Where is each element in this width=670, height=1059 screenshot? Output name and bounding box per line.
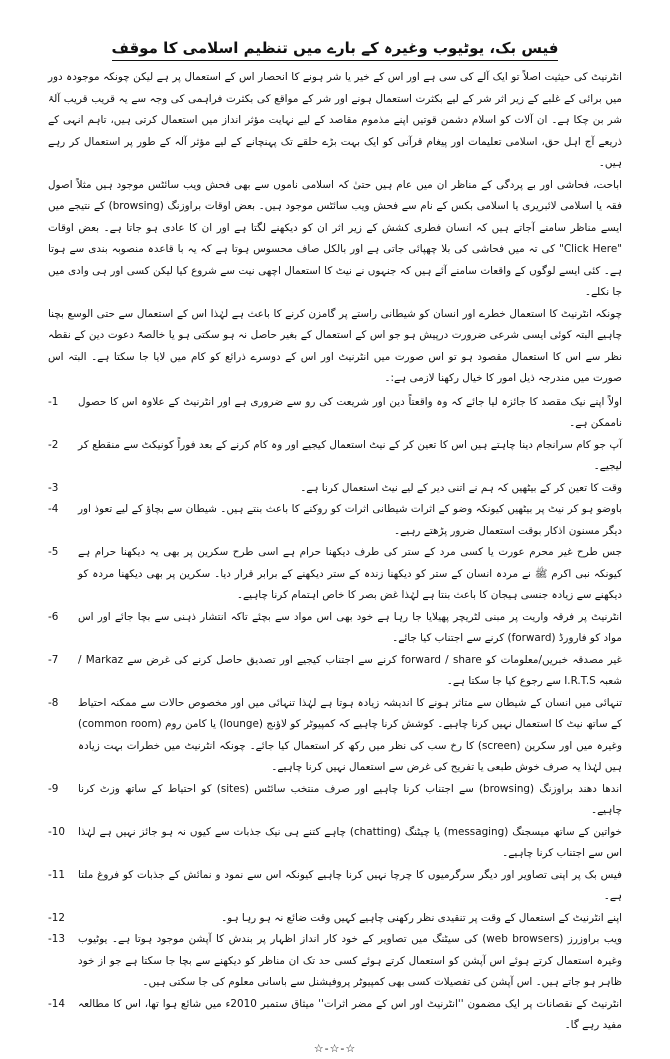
title-wrap (48, 38, 622, 61)
list-item-text: انٹرنیٹ کے نقصانات پر ایک مضمون ''انٹرنیٹ اور اس کے مضر اثرات'' میثاق ستمبر 2010ء میں شائع ہوا تھا، اس کا مطالعہ مفید رہے گا۔ (78, 997, 622, 1031)
list-item-text: آپ جو کام سرانجام دینا چاہتے ہیں اس کا تعین کر کے نیٹ استعمال کیجیے اور وہ کام کرنے کے بعد فوراً کونیکٹ سے منقطع کر لیجیے۔ (78, 438, 622, 472)
list-item (48, 435, 622, 478)
page-title: فیس بک، یوٹیوب وغیرہ کے بارے میں تنظیم اسلامی کا موقف (112, 39, 559, 61)
list-item-number: -2 (48, 438, 59, 451)
list-item (48, 693, 622, 779)
list-item (48, 908, 622, 930)
list-item-text: غیر مصدقہ خبریں/معلومات کو forward / share کرنے سے اجتناب کیجیے اور تصدیق حاصل کرنے کی غرض سے Markaz / شعبہ I.R.T.S سے رجوع کیا جا سکتا ہے۔ (78, 653, 622, 687)
list-item-text: جس طرح غیر محرم عورت یا کسی مرد کے ستر کی طرف دیکھنا حرام ہے اسی طرح سکرین پر بھی یہ دیکھنا حرام ہے کیونکہ نبی اکرم ﷺ نے مردہ انسان کے ستر کو دیکھنا زندہ کے ستر دیکھنے کے برابر قرار دیا۔ سکرین پر بھی دیکھنا مردہ کو دیکھنے سے زیادہ جنسی ہیجان کا باعث بنتا ہے لہٰذا غض بصر کا خاص اہتمام کرنا چاہیے۔ (78, 546, 622, 601)
list-item-text: وقت کا تعین کر کے بیٹھیں کہ ہم نے اتنی دیر کے لیے نیٹ استعمال کرنا ہے۔ (300, 481, 622, 494)
list-item-number: -5 (48, 546, 59, 558)
list-item-text: اندھا دھند براوزنگ (browsing) سے اجتناب کرنا چاہیے اور صرف منتخب سائٹس (sites) کو احتیاط کے ساتھ وزٹ کرنا چاہیے۔ (78, 782, 622, 816)
list-item (48, 607, 622, 650)
list-item (48, 392, 622, 435)
list-item-number: -10 (48, 825, 65, 838)
list-item-number: -13 (48, 933, 65, 945)
guidelines-list (48, 392, 622, 1037)
list-item-number: -4 (48, 503, 59, 515)
list-item-number: -12 (48, 911, 65, 924)
list-item-text: ویب براوزرز (web browsers) کی سیٹنگ میں تصاویر کے خود کار انداز اظہار پر بندش کا آپشن موجود ہوتا ہے۔ یوٹیوب وغیرہ استعمال کرتے ہوئے اس آپشن کو استعمال کرتے ہوئے کسی حد تک ان مناظر کو دیکھنے سے بچا جا سکتا ہے جو از خود ظاہر ہو جاتے ہیں۔ اس آپشن کی تفصیلات کسی بھی کمپیوٹر پروفیشنل سے باسانی معلوم کی جا سکتی ہیں۔ (78, 933, 622, 988)
list-item-text: تنہائی میں انسان کے شیطان سے متاثر ہونے کا اندیشہ زیادہ ہوتا ہے لہٰذا تنہائی میں اور مخصوص حالات سے ممکنہ احتیاط کے ساتھ نیٹ کا استعمال نہیں کرنا چاہیے۔ کوشش کرنا چاہیے کہ کمپیوٹر کو لاؤنج (lounge) یا کامن روم (common room) وغیرہ میں اور سکرین (screen) کا رخ سب کی نظر میں رکھ کر استعمال کیا جائے۔ چونکہ انٹرنیٹ میں خطرات بہت زیادہ ہیں لہٰذا یہ صرف خوش طبعی یا تفریح کی غرض سے استعمال نہیں کرنا چاہیے۔ (78, 696, 622, 773)
list-item-number: -3 (48, 481, 59, 494)
list-item (48, 779, 622, 822)
list-item-text: فیس بک پر اپنی تصاویر اور دیگر سرگرمیوں کا چرچا نہیں کرنا چاہیے کیونکہ اس سے نمود و نمائش کے جذبات کو فروغ ملتا ہے۔ (78, 868, 622, 902)
list-item (48, 478, 622, 500)
list-item (48, 650, 622, 693)
list-item-number: -9 (48, 782, 59, 795)
list-item (48, 499, 622, 542)
list-item-number: -8 (48, 696, 59, 709)
list-item (48, 929, 622, 994)
paragraph-2: اباحت، فحاشی اور بے پردگی کے مناظر ان میں عام ہیں حتیٰ کہ اسلامی ناموں سے بھی فحش ویب سائٹس موجود ہیں مثلاً اصول فقہ یا اسلامی لائبریری یا اسلامی بکس کے نام سے فحش ویب سائٹس موجود ہیں۔ بعض اوقات براوزنگ (browsing) کے نتیجے میں ایسے مناظر سامنے آجاتے ہیں کہ انسان فطری کشش کے زیر اثر ان کو دیکھنے لگتا ہے اور ان کا عادی ہو جاتا ہے۔ بعض اوقات "Click Here" کی تہ میں فحاشی کی بلا چھپائی جاتی ہے اور بالکل صاف محسوس ہوتا ہے کہ یہ با قاعدہ منصوبہ بندی سے ہوتا ہے۔ کئی ایسے لوگوں کے واقعات سامنے آئے ہیں کہ جنہوں نے نیٹ کا استعمال اچھی نیت سے شروع کیا لیکن کسی اور ہی وادی میں جا نکلے۔ (48, 178, 622, 298)
list-item (48, 994, 622, 1037)
paragraph-1: انٹرنیٹ کی حیثیت اصلاً تو ایک آلے کی سی ہے اور اس کے خیر یا شر ہونے کا انحصار اس کے استعمال پر ہے لیکن چونکہ موجودہ دور میں برائی کے غلبے کے زیر اثر شر کے لیے بکثرت استعمال ہونے اور شر کے مواقع کی بکثرت فراہمی کی وجہ سے یہ قریب قریب آلۂ شر بن چکا ہے۔ ان آلات کو اسلام دشمن قوتیں اپنے مذموم مقاصد کے لیے نہایت مؤثر انداز میں استعمال کرتی ہیں، تاہم انہی کے ذریعے آج اہل حق، اسلامی تعلیمات اور پیغام قرآنی کو ایک بہت بڑے حلقے تک پہنچانے کے لیے مؤثر آلہ کے طور پر استعمال کر رہے ہیں۔ (48, 71, 622, 169)
list-item-number: -14 (48, 997, 65, 1010)
list-item-number: -7 (48, 653, 59, 666)
list-item (48, 542, 622, 607)
list-item-text: باوضو ہو کر نیٹ پر بیٹھیں کیونکہ وضو کے اثرات شیطانی اثرات کو روکنے کا باعث بنتے ہیں۔ شیطان سے بچاؤ کے لیے تعوذ اور دیگر مسنون اذکار بوقت استعمال ضرور پڑھتے رہیے۔ (78, 503, 622, 537)
paragraph-3: چونکہ انٹرنیٹ کا استعمال خطرے اور انسان کو شیطانی راستے پر گامزن کرنے کا باعث ہے لہٰذا اس کے استعمال سے حتی الوسع بچنا چاہیے البتہ کوئی ایسی شرعی ضرورت درپیش ہو جو اس کے استعمال کے بغیر حاصل نہ ہو سکتی ہو یا خالصۃً دعوت دین کے نقطہ نظر سے اس کا استعمال مقصود ہو تو اس صورت میں انٹرنیٹ اور اس کے دوسرے ذرائع کو کام میں لایا جا سکتا ہے۔ البتہ اس صورت میں مندرجہ ذیل امور کا خیال رکھنا لازمی ہے:۔ (48, 307, 622, 384)
list-item (48, 822, 622, 865)
list-item-number: -11 (48, 868, 65, 881)
list-item-text: اولاً اپنے نیک مقصد کا جائزہ لیا جائے کہ وہ واقعتاً دین اور شریعت کی رو سے ضروری ہے اور انٹرنیٹ کے علاوہ اس کا حصول ناممکن ہے۔ (78, 395, 622, 429)
list-item (48, 865, 622, 908)
list-item-number: -6 (48, 610, 59, 623)
list-item-text: انٹرنیٹ پر فرقہ واریت پر مبنی لٹریچر پھیلایا جا رہا ہے خود بھی اس مواد سے بچئے تاکہ انتشار ذہنی سے بچا جائے اور اس مواد کو فارورڈ (forward) کرنے سے اجتناب کیا جائے۔ (78, 610, 622, 644)
list-item-number: -1 (48, 395, 59, 408)
list-item-text: خواتین کے ساتھ میسجنگ (messaging) یا چیٹنگ (chatting) چاہے کتنے ہی نیک جذبات سے کیوں نہ ہو جائز نہیں ہے لہٰذا اس سے اجتناب کرنا چاہیے۔ (78, 825, 622, 859)
closing-stars: ☆-☆-☆ (313, 1041, 357, 1055)
list-item-text: اپنے انٹرنیٹ کے استعمال کے وقت پر تنقیدی نظر رکھنی چاہیے کہیں وقت ضائع نہ ہو رہا ہو۔ (221, 911, 622, 924)
